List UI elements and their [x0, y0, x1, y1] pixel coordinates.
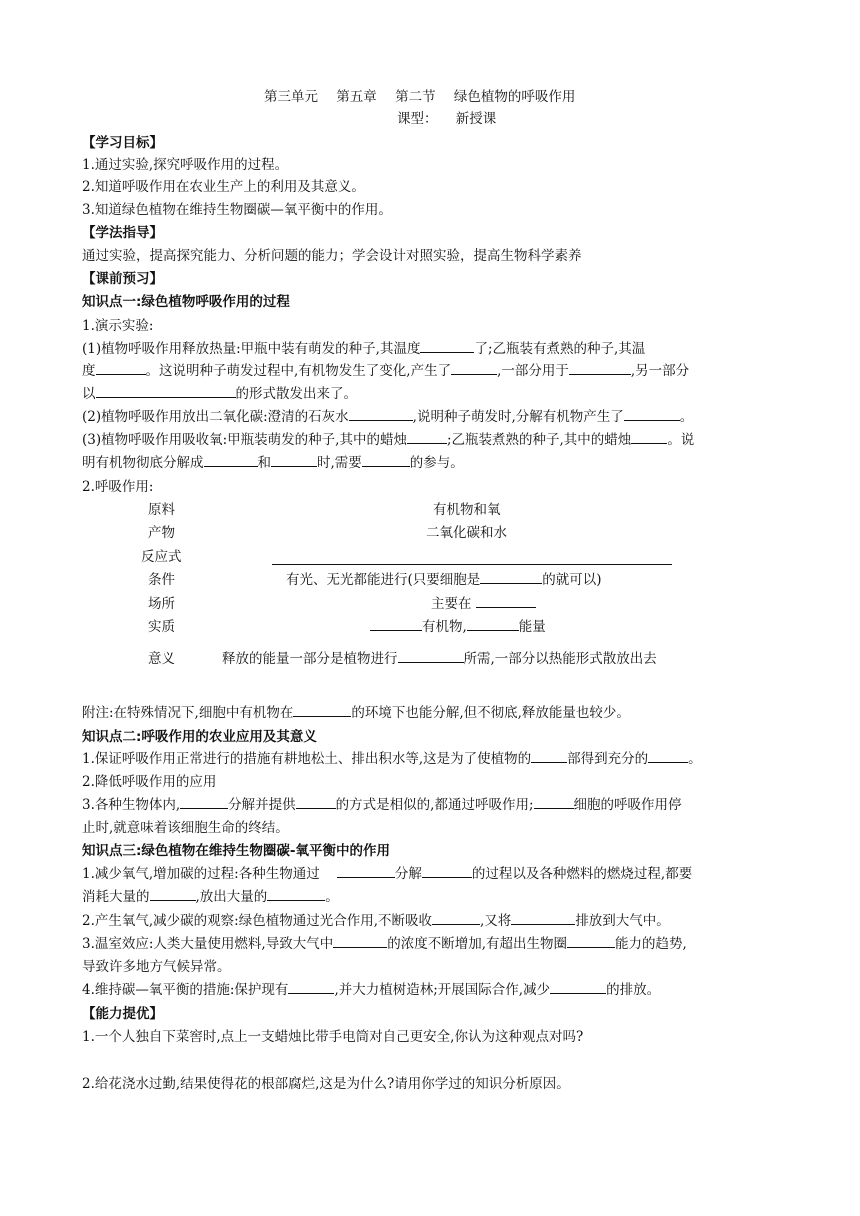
blank[interactable] — [420, 338, 474, 353]
blank[interactable] — [451, 360, 497, 375]
blank[interactable] — [567, 933, 615, 948]
blank[interactable] — [569, 360, 631, 375]
blank[interactable] — [362, 452, 410, 467]
respiration-label: 2.呼吸作用: — [82, 479, 154, 495]
ability-heading: 【能力提优】 — [82, 1006, 163, 1022]
preview-heading: 【课前预习】 — [82, 271, 163, 287]
row-place-value: 主要在 — [431, 593, 536, 615]
title-chapter: 第五章 — [336, 89, 377, 105]
blank[interactable] — [432, 910, 480, 925]
lesson-type-value: 新授课 — [455, 111, 497, 127]
k1-heading: 知识点一:绿色植物呼吸作用的过程 — [82, 294, 290, 310]
row-mean-value: 释放的能量一部分是植物进行 所需,一部分以热能形式散放出去 — [222, 648, 657, 670]
blank[interactable] — [96, 360, 146, 375]
lesson-type — [397, 108, 496, 130]
blank[interactable] — [349, 406, 413, 421]
blank[interactable] — [296, 794, 336, 809]
k3-heading: 知识点三:绿色植物在维持生物圈碳-氧平衡中的作用 — [82, 843, 391, 859]
lesson-type-label: 课型： — [397, 111, 438, 127]
blank[interactable] — [550, 979, 606, 994]
blank[interactable] — [511, 910, 575, 925]
goals-heading: 【学习目标】 — [82, 135, 163, 151]
row-eq-label: 反应式 — [141, 549, 182, 565]
blank[interactable] — [398, 648, 464, 663]
blank[interactable] — [631, 429, 667, 444]
row-cond-label: 条件 — [148, 572, 175, 588]
k1-para2: (2)植物呼吸作用放出二氧化碳:澄清的石灰水 ,说明种子萌发时,分解有机物产生了 。 — [82, 406, 693, 428]
blank[interactable] — [370, 616, 422, 631]
k2-line2: 2.降低呼吸作用的应用 — [82, 774, 217, 790]
title-topic: 绿色植物的呼吸作用 — [453, 89, 576, 105]
k3-line3: 2.产生氧气,减少碳的观察:绿色植物通过光合作用,不断吸收 ,又将 排放到大气中。 — [82, 910, 670, 932]
method-text: 通过实验，提高探究能力、分析问题的能力；学会设计对照实验，提高生物科学素养 — [82, 248, 582, 264]
blank[interactable] — [293, 702, 351, 717]
page-title — [264, 86, 575, 108]
row-place-label: 场所 — [148, 596, 175, 612]
blank[interactable] — [422, 863, 472, 878]
goal-item: 3.知道绿色植物在维持生物圈碳—氧平衡中的作用。 — [82, 202, 392, 218]
method-heading: 【学法指导】 — [82, 225, 163, 241]
blank[interactable] — [407, 429, 447, 444]
k3-line2: 消耗大量的 ,放出大量的 。 — [82, 886, 339, 908]
row-raw-label: 原料 — [148, 502, 175, 518]
k3-line5: 导致许多地方气候异常。 — [82, 959, 231, 975]
question-2: 2.给花浇水过勤,结果使得花的根部腐烂,这是为什么?请用你学过的知识分析原因。 — [82, 1076, 570, 1092]
blank[interactable] — [476, 593, 536, 608]
k2-line4: 止时,就意味着该细胞生命的终结。 — [82, 820, 289, 836]
row-prod-value: 二氧化碳和水 — [426, 525, 507, 541]
title-section: 第二节 — [395, 89, 436, 105]
k1-para1-line1: (1)植物呼吸作用释放热量:甲瓶中装有萌发的种子,其温度 了;乙瓶装有煮熟的种子,其温 — [82, 338, 645, 360]
blank[interactable] — [531, 748, 567, 763]
k1-para3-line2: 明有机物彻底分解成 和 时,需要 的参与。 — [82, 452, 464, 474]
row-ess-value: 有机物, 能量 — [370, 616, 546, 638]
blank[interactable] — [333, 933, 387, 948]
blank[interactable] — [288, 979, 334, 994]
row-ess-label: 实质 — [148, 619, 175, 635]
blank[interactable] — [480, 569, 542, 584]
k2-line3: 3.各种生物体内, 分解并提供 的方式是相似的,都通过呼吸作用; 细胞的呼吸作用停 — [82, 794, 682, 816]
k3-line6: 4.维持碳—氧平衡的措施:保护现有 ,并大力植树造林;开展国际合作,减少 的排放。 — [82, 979, 660, 1001]
title-unit: 第三单元 — [264, 89, 318, 105]
row-cond-value: 有光、无光都能进行(只要细胞是 的就可以) — [286, 569, 602, 591]
blank[interactable] — [267, 886, 325, 901]
k1-para1-line2: 度 。这说明种子萌发过程中,有机物发生了变化,产生了 ,一部分用于 ,另一部分 — [82, 360, 689, 382]
blank[interactable] — [96, 383, 236, 398]
blank[interactable] — [150, 886, 196, 901]
k3-line4: 3.温室效应:人类大量使用燃料,导致大气中 的浓度不断增加,有超出生物圈 能力的趋势, — [82, 933, 687, 955]
blank[interactable] — [624, 406, 680, 421]
k2-heading: 知识点二:呼吸作用的农业应用及其意义 — [82, 729, 317, 745]
equation-blank[interactable] — [272, 564, 672, 565]
blank[interactable] — [271, 452, 317, 467]
demo-label: 1.演示实验: — [82, 318, 154, 334]
blank[interactable] — [180, 794, 228, 809]
blank[interactable] — [648, 748, 688, 763]
k3-line1: 1.减少氧气,增加碳的过程:各种生物通过 分解 的过程以及各种燃料的燃烧过程,都要 — [82, 863, 692, 885]
k1-para1-line3: 以 的形式散发出来了。 — [82, 383, 357, 405]
note-line: 附注:在特殊情况下,细胞中有机物在 的环境下也能分解,但不彻底,释放能量也较少。 — [82, 702, 630, 724]
k2-line1: 1.保证呼吸作用正常进行的措施有耕地松土、排出积水等,这是为了使植物的 部得到充分的 。 — [82, 748, 702, 770]
row-raw-value: 有机物和氧 — [433, 502, 501, 518]
question-1: 1.一个人独自下菜窖时,点上一支蜡烛比带手电筒对自己更安全,你认为这种观点对吗? — [82, 1029, 584, 1045]
blank[interactable] — [204, 452, 258, 467]
blank[interactable] — [467, 616, 519, 631]
goal-item: 1.通过实验,探究呼吸作用的过程。 — [82, 157, 289, 173]
row-prod-label: 产物 — [148, 525, 175, 541]
k1-para3-line1: (3)植物呼吸作用吸收氧:甲瓶装萌发的种子,其中的蜡烛 ;乙瓶装煮熟的种子,其中的蜡烛 。说 — [82, 429, 694, 451]
goal-item: 2.知道呼吸作用在农业生产上的利用及其意义。 — [82, 179, 365, 195]
blank[interactable] — [337, 863, 395, 878]
blank[interactable] — [534, 794, 574, 809]
row-mean-label: 意义 — [148, 651, 175, 667]
